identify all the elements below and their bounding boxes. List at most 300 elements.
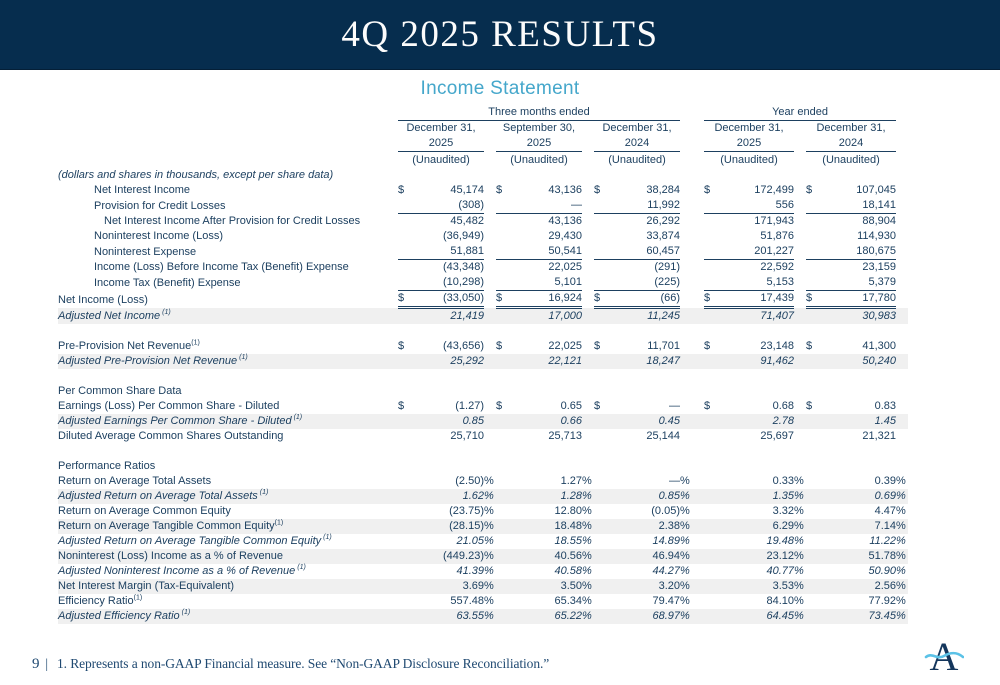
group-spacer — [692, 339, 704, 354]
cell-percent — [582, 260, 594, 276]
pct-gap — [680, 121, 692, 137]
cell-dollar — [496, 429, 510, 444]
cell-dollar — [704, 275, 718, 291]
cell-percent — [484, 399, 496, 414]
group-spacer — [692, 229, 704, 244]
unaudited-row — [58, 152, 908, 169]
section-subtitle: Income Statement — [420, 78, 580, 99]
cell-value: 40.58 — [554, 565, 582, 577]
cell-value: (449.23) — [443, 550, 484, 562]
cell-dollar — [496, 198, 510, 214]
cell-percent — [896, 429, 908, 444]
income-statement-table — [58, 105, 908, 624]
table-row — [58, 244, 908, 260]
cell-value: 50.90 — [868, 565, 897, 577]
group-spacer — [692, 308, 704, 325]
group-header: Year ended — [704, 105, 896, 121]
row-label: Income Tax (Benefit) Expense — [94, 276, 241, 289]
cell-dollar — [398, 260, 412, 276]
table-row — [58, 369, 908, 384]
pct-gap — [484, 136, 496, 152]
footnote-marker: (1) — [293, 414, 303, 422]
pct-gap — [794, 136, 806, 152]
cell-percent — [794, 275, 806, 291]
section-header: Performance Ratios — [58, 460, 156, 472]
footnote-marker: (1) — [191, 339, 200, 347]
cell-percent — [582, 214, 594, 230]
group-spacer — [692, 152, 704, 169]
pct-gap — [794, 152, 806, 169]
cell-value: 38,284 — [646, 184, 681, 196]
cell-percent: % — [680, 505, 690, 517]
group-spacer — [692, 214, 704, 230]
cell-dollar — [806, 244, 820, 260]
cell-value: 12.80 — [554, 505, 582, 517]
cell-dollar — [496, 489, 510, 504]
cell-percent: % — [582, 580, 592, 592]
group-spacer — [692, 354, 704, 369]
cell-value: 1.62 — [462, 490, 484, 502]
cell-value: 41,300 — [862, 340, 897, 352]
cell-dollar — [398, 594, 412, 609]
cell-percent — [896, 308, 908, 325]
cell-percent — [896, 399, 908, 414]
cell-dollar — [704, 244, 718, 260]
cell-percent — [582, 183, 594, 198]
row-label: Return on Average Tangible Common Equity$^{(1)}$ — [58, 519, 284, 532]
cell-percent: % — [484, 580, 494, 592]
cell-dollar — [594, 275, 608, 291]
cell-value: 41.39 — [456, 565, 484, 577]
cell-percent — [582, 308, 594, 325]
cell-value: 0.45 — [658, 415, 681, 427]
group-spacer — [692, 121, 704, 137]
corner-cell — [58, 121, 398, 137]
footnote: 1. Represents a non-GAAP Financial measure. See “Non-GAAP Disclosure Reconciliation.” — [57, 656, 550, 671]
blank-cell — [58, 369, 908, 384]
cell-percent — [582, 275, 594, 291]
year-row — [58, 136, 908, 152]
row-label: Pre-Provision Net Revenue$^{(1)}$ — [58, 339, 200, 352]
cell-percent — [794, 229, 806, 244]
cell-percent: % — [484, 610, 494, 622]
cell-dollar — [398, 229, 412, 244]
cell-value: 45,482 — [450, 215, 484, 227]
table-row — [58, 429, 908, 444]
cell-dollar — [806, 594, 820, 609]
cell-dollar: $ — [496, 400, 503, 412]
footnote-marker: (1) — [181, 609, 191, 617]
cell-dollar — [398, 308, 412, 325]
cell-dollar — [398, 354, 412, 369]
cell-value: 33,874 — [646, 230, 681, 242]
cell-dollar — [594, 198, 608, 214]
cell-value: 11,992 — [608, 198, 680, 214]
group-spacer — [692, 474, 704, 489]
cell-dollar — [496, 214, 510, 230]
cell-value: 30,983 — [862, 310, 897, 322]
table-row — [58, 564, 908, 579]
cell-percent — [794, 183, 806, 198]
date-row — [58, 121, 908, 137]
row-label: Noninterest (Loss) Income as a % of Revenue — [58, 550, 284, 562]
cell-dollar — [806, 534, 820, 549]
company-logo — [924, 634, 964, 676]
row-label: Noninterest Income (Loss) — [94, 230, 223, 242]
cell-value: 4.47 — [874, 505, 897, 517]
cell-value: 22,025 — [548, 340, 582, 352]
cell-dollar — [496, 308, 510, 325]
table-row — [58, 214, 908, 230]
cell-dollar — [704, 519, 718, 534]
cell-percent: % — [680, 535, 690, 547]
footnote-marker: (1) — [162, 309, 171, 317]
cell-percent — [680, 308, 692, 325]
cell-percent — [680, 275, 692, 291]
cell-value: — — [510, 198, 582, 214]
cell-value: 0.39 — [874, 475, 897, 487]
cell-dollar: $ — [398, 184, 405, 196]
cell-dollar — [594, 354, 608, 369]
cell-dollar: $ — [806, 291, 820, 308]
cell-percent — [680, 399, 692, 414]
table-row — [58, 519, 908, 534]
cell-dollar: $ — [704, 291, 718, 308]
logo-letter: A — [929, 634, 959, 676]
cell-percent: % — [896, 490, 906, 502]
row-label: Efficiency Ratio$^{(1)}$ — [58, 594, 143, 607]
cell-dollar: $ — [704, 340, 711, 352]
cell-value: 172,499 — [754, 184, 795, 196]
cell-percent: % — [794, 550, 804, 562]
cell-value: 23,148 — [760, 340, 795, 352]
cell-dollar — [704, 198, 718, 214]
cell-percent: % — [484, 550, 494, 562]
cell-percent: % — [680, 475, 690, 487]
cell-value: (43,348) — [443, 261, 484, 273]
table-row — [58, 198, 908, 214]
row-label: Net Interest Income After Provision for Credit Losses — [104, 215, 361, 227]
cell-value: 22,025 — [548, 261, 582, 273]
cell-dollar — [496, 609, 510, 624]
cell-dollar — [496, 549, 510, 564]
cell-value: 16,924 — [510, 291, 582, 308]
cell-dollar — [398, 549, 412, 564]
cell-dollar — [594, 609, 608, 624]
cell-percent: % — [582, 490, 592, 502]
group-spacer — [692, 183, 704, 198]
cell-percent: % — [896, 580, 906, 592]
group-spacer — [692, 275, 704, 291]
cell-value: 3.53 — [772, 580, 795, 592]
cell-value: (43,656) — [443, 340, 484, 352]
cell-value: 0.65 — [560, 400, 582, 412]
footnote-marker: (1) — [239, 354, 248, 362]
cell-percent — [484, 275, 496, 291]
cell-value: 2.56 — [874, 580, 897, 592]
column-header: September 30, — [502, 122, 576, 134]
cell-value: — — [669, 400, 681, 412]
cell-value: 63.55 — [456, 610, 484, 622]
cell-value: 25,713 — [548, 430, 582, 442]
row-label: Adjusted Return on Average Total Assets $^{(1)}$ — [58, 489, 269, 502]
table-row — [58, 384, 908, 399]
cell-dollar — [398, 504, 412, 519]
cell-percent — [680, 198, 692, 214]
cell-dollar — [806, 519, 820, 534]
table-body — [58, 168, 908, 624]
cell-percent: % — [896, 550, 906, 562]
cell-value: 0.83 — [874, 400, 897, 412]
group-spacer — [692, 579, 704, 594]
group-spacer — [692, 260, 704, 276]
cell-value: 50,240 — [862, 355, 897, 367]
cell-dollar — [496, 519, 510, 534]
cell-value: 91,462 — [760, 355, 795, 367]
cell-value: 51,881 — [412, 244, 484, 260]
cell-dollar: $ — [806, 340, 813, 352]
table-row — [58, 339, 908, 354]
cell-percent: % — [582, 550, 592, 562]
cell-dollar — [704, 549, 718, 564]
cell-percent: % — [794, 580, 804, 592]
cell-value: 77.92 — [868, 595, 897, 607]
cell-dollar — [398, 275, 412, 291]
cell-dollar — [496, 579, 510, 594]
cell-percent: % — [794, 565, 804, 577]
cell-value: 17,439 — [718, 291, 794, 308]
cell-percent: % — [680, 580, 690, 592]
group-spacer — [692, 244, 704, 260]
cell-dollar — [704, 354, 718, 369]
cell-percent: % — [896, 610, 906, 622]
cell-percent — [794, 399, 806, 414]
cell-dollar — [594, 260, 608, 276]
cell-percent: % — [582, 535, 592, 547]
cell-percent: % — [582, 565, 592, 577]
cell-dollar — [496, 275, 510, 291]
cell-value: 26,292 — [646, 215, 681, 227]
cell-value: 50,541 — [510, 244, 582, 260]
cell-dollar — [806, 474, 820, 489]
cell-value: 21.05 — [456, 535, 484, 547]
cell-percent: % — [484, 505, 494, 517]
row-label: Adjusted Pre-Provision Net Revenue $^{(1)}$ — [58, 354, 248, 367]
cell-dollar — [704, 308, 718, 325]
table-row — [58, 354, 908, 369]
cell-dollar — [496, 244, 510, 260]
column-header: 2025 — [398, 136, 484, 152]
cell-dollar — [704, 214, 718, 230]
cell-value: 18,141 — [820, 198, 896, 214]
cell-percent — [582, 414, 594, 429]
cell-value: 0.85 — [462, 415, 484, 427]
cell-percent: % — [680, 565, 690, 577]
corner-cell — [58, 152, 398, 169]
cell-percent — [582, 198, 594, 214]
cell-value: 65.34 — [554, 595, 582, 607]
cell-value: 60,457 — [608, 244, 680, 260]
cell-dollar: $ — [398, 340, 405, 352]
table-head — [58, 105, 908, 168]
group-spacer — [692, 291, 704, 308]
cell-value: (225) — [608, 275, 680, 291]
cell-dollar: $ — [594, 400, 601, 412]
page-separator: | — [45, 656, 49, 671]
cell-value: (66) — [608, 291, 680, 308]
column-header: (Unaudited) — [822, 154, 880, 166]
cell-percent — [680, 183, 692, 198]
column-header: 2025 — [704, 136, 794, 152]
cell-value: 64.45 — [766, 610, 795, 622]
cell-value: 18,247 — [646, 355, 681, 367]
table-row — [58, 291, 908, 308]
pct-gap — [896, 152, 908, 169]
cell-dollar — [704, 260, 718, 276]
cell-value: 11,701 — [647, 340, 681, 352]
cell-percent — [484, 414, 496, 429]
cell-dollar — [806, 504, 820, 519]
cell-dollar — [496, 260, 510, 276]
cell-dollar — [594, 504, 608, 519]
row-label: Adjusted Efficiency Ratio $^{(1)}$ — [58, 609, 191, 622]
cell-percent: % — [896, 475, 906, 487]
table-row — [58, 549, 908, 564]
cell-value: (1.27) — [455, 400, 484, 412]
group-header-row — [58, 105, 908, 121]
cell-percent — [484, 339, 496, 354]
cell-percent — [484, 198, 496, 214]
cell-percent — [794, 414, 806, 429]
cell-dollar — [496, 474, 510, 489]
column-header: (Unaudited) — [720, 154, 778, 166]
blank-cell — [58, 444, 908, 459]
cell-percent — [484, 260, 496, 276]
cell-percent: % — [896, 565, 906, 577]
group-spacer — [692, 399, 704, 414]
cell-value: 2.38 — [658, 520, 681, 532]
table-row — [58, 414, 908, 429]
cell-value: 0.68 — [772, 400, 795, 412]
cell-percent — [896, 339, 908, 354]
cell-percent — [582, 399, 594, 414]
row-label: Net Interest Margin (Tax-Equivalent) — [58, 580, 235, 592]
table-row — [58, 275, 908, 291]
cell-value: 5,379 — [820, 275, 896, 291]
column-header: December 31, — [406, 122, 476, 134]
cell-percent — [680, 429, 692, 444]
cell-dollar: $ — [398, 400, 405, 412]
column-header: December 31, — [602, 122, 672, 134]
cell-dollar — [806, 549, 820, 564]
cell-value: 3.69 — [462, 580, 484, 592]
column-header: December 31, — [714, 122, 784, 134]
cell-percent: % — [680, 610, 690, 622]
cell-value: (291) — [654, 261, 681, 273]
cell-value: (2.50) — [455, 475, 484, 487]
column-header: 2024 — [806, 136, 896, 152]
cell-dollar — [704, 414, 718, 429]
cell-percent — [582, 291, 594, 308]
cell-dollar — [704, 474, 718, 489]
cell-dollar — [398, 198, 412, 214]
cell-percent: % — [680, 595, 690, 607]
cell-dollar — [806, 609, 820, 624]
cell-value: 68.97 — [652, 610, 681, 622]
cell-percent — [582, 229, 594, 244]
cell-dollar: $ — [704, 400, 711, 412]
cell-dollar — [704, 504, 718, 519]
cell-dollar — [594, 474, 608, 489]
table-row — [58, 579, 908, 594]
cell-percent — [680, 260, 692, 276]
row-label: Net Interest Income — [94, 184, 190, 196]
cell-dollar — [594, 594, 608, 609]
cell-percent — [680, 414, 692, 429]
cell-dollar — [806, 214, 820, 230]
cell-percent — [582, 429, 594, 444]
cell-dollar — [806, 579, 820, 594]
cell-percent: % — [582, 520, 592, 532]
cell-percent: % — [794, 610, 804, 622]
cell-percent — [484, 429, 496, 444]
cell-value: 556 — [718, 198, 794, 214]
cell-percent — [794, 339, 806, 354]
cell-percent — [896, 244, 908, 260]
cell-dollar — [594, 519, 608, 534]
group-spacer — [692, 429, 704, 444]
cell-dollar: $ — [806, 184, 813, 196]
cell-dollar — [398, 474, 412, 489]
group-spacer — [692, 105, 704, 121]
cell-dollar — [594, 414, 608, 429]
cell-dollar — [704, 429, 718, 444]
cell-value: 6.29 — [772, 520, 795, 532]
cell-dollar — [398, 534, 412, 549]
cell-percent: % — [484, 565, 494, 577]
cell-percent — [484, 244, 496, 260]
cell-value: 180,675 — [820, 244, 896, 260]
cell-value: — — [669, 475, 681, 487]
cell-dollar: $ — [594, 340, 601, 352]
cell-percent — [484, 354, 496, 369]
cell-percent — [794, 291, 806, 308]
pct-gap — [896, 136, 908, 152]
cell-percent — [582, 244, 594, 260]
cell-dollar — [806, 229, 820, 244]
cell-value: 84.10 — [766, 595, 795, 607]
cell-percent — [582, 339, 594, 354]
table-row — [58, 459, 908, 474]
cell-value: 3.20 — [658, 580, 681, 592]
cell-value: 23,159 — [862, 261, 897, 273]
cell-percent — [794, 308, 806, 325]
cell-dollar — [594, 308, 608, 325]
cell-value: 114,930 — [857, 230, 897, 242]
row-label: Net Income (Loss) — [58, 293, 148, 306]
cell-value: 40.56 — [554, 550, 582, 562]
cell-dollar — [496, 594, 510, 609]
cell-value: (23.75) — [449, 505, 484, 517]
cell-percent — [896, 260, 908, 276]
group-spacer — [692, 136, 704, 152]
footnote-marker: (1) — [133, 594, 143, 602]
cell-percent — [680, 339, 692, 354]
cell-value: 51,876 — [760, 230, 795, 242]
cell-dollar — [398, 214, 412, 230]
cell-value: 23.12 — [766, 550, 795, 562]
cell-dollar — [704, 609, 718, 624]
